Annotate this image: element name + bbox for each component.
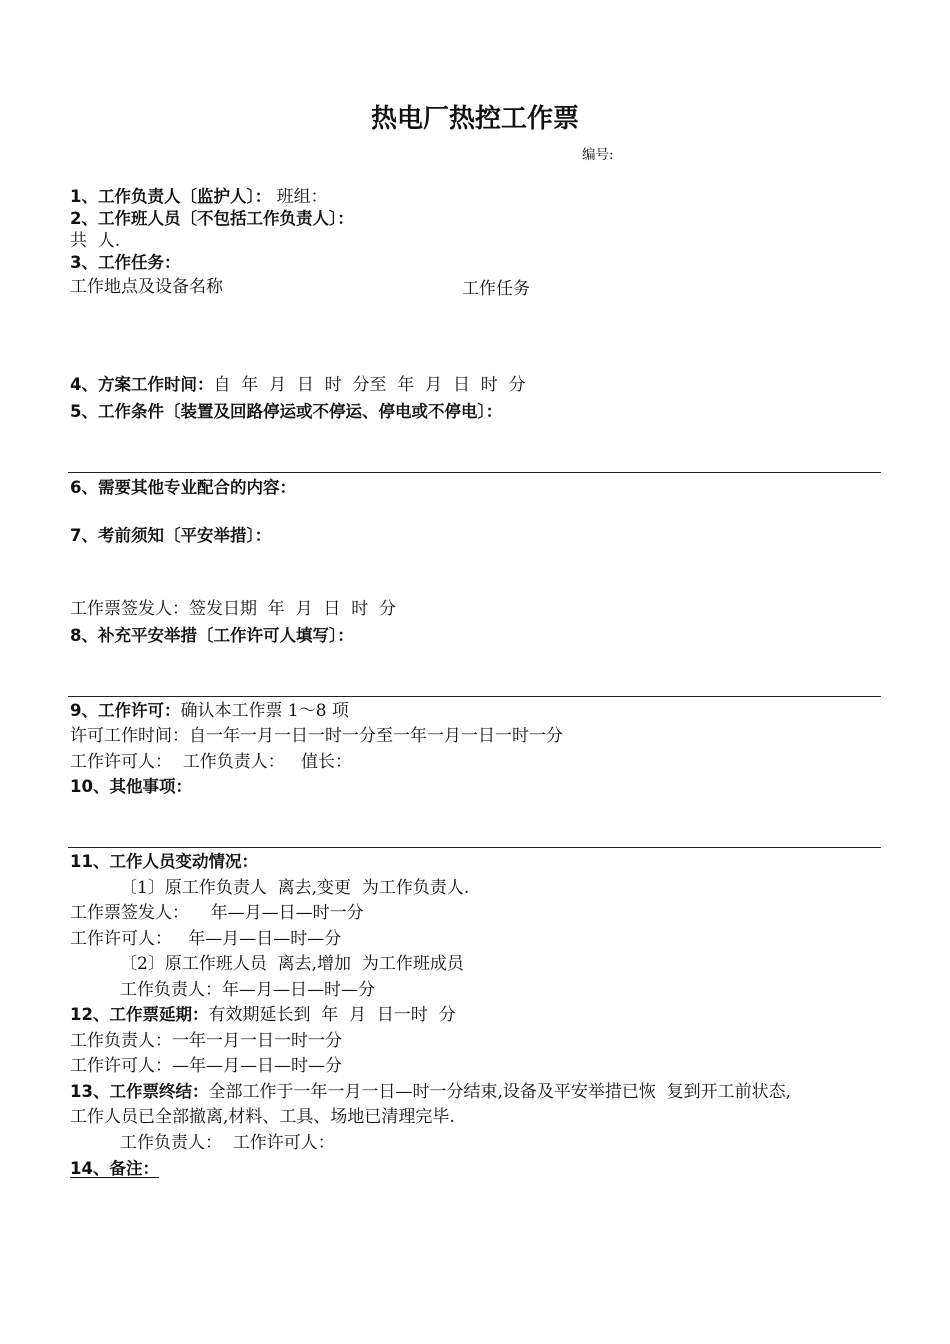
item-9 [70, 700, 349, 722]
item-13 [70, 1081, 791, 1103]
item-4-heading: 4、方案工作时间： [70, 375, 214, 394]
item-3-column-task: 工作任务 [462, 279, 530, 299]
item-4-text: 自 年 月 日 时 分至 年 月 日 时 分 [213, 375, 526, 395]
item-8-heading: 8、补充平安举措〔工作许可人填写〕： [70, 626, 354, 645]
item-13-line-1: 工作人员已全部撤离,材料、工具、场地已清理完毕. [70, 1107, 455, 1127]
item-12 [70, 1004, 456, 1026]
item-14-heading: 14、备注： [70, 1159, 159, 1178]
item-12-line-1: 工作负责人：一年一月一日一时一分 [70, 1031, 342, 1051]
ticket-number-label: 编号: [582, 147, 614, 163]
item-12-line-2: 工作许可人：—年—月—日—时—分 [70, 1056, 342, 1076]
item-3-heading: 3、工作任务： [70, 253, 181, 272]
item-4 [70, 374, 526, 396]
item-9-heading: 9、工作许可： [70, 701, 181, 720]
item-2-text: 共 人. [70, 231, 121, 251]
item-9-time: 许可工作时间：自一年一月一日一时一分至一年一月一日一时一分 [70, 726, 563, 746]
item-1 [70, 186, 328, 208]
item-13-heading: 13、工作票终结： [70, 1082, 209, 1101]
item-1-heading: 1、工作负责人〔监护人〕： [70, 187, 272, 206]
item-11-line-4: 〔2〕原工作班人员 离去,增加 为工作班成员 [120, 954, 464, 974]
item-3-column-location: 工作地点及设备名称 [70, 277, 223, 297]
item-2-heading: 2、工作班人员〔不包括工作负责人〕： [70, 209, 354, 228]
document-title: 热电厂热控工作票 [370, 104, 579, 134]
item-1-text: 班组： [271, 187, 328, 207]
item-6-heading: 6、需要其他专业配合的内容： [70, 478, 296, 497]
item-7-heading: 7、考前须知〔平安举措〕： [70, 526, 272, 545]
item-13-line-2: 工作负责人： 工作许可人： [120, 1133, 335, 1153]
divider [68, 696, 881, 697]
item-9-text: 确认本工作票 1〜8 项 [180, 701, 349, 721]
item-11-line-5: 工作负责人：年—月—日—时—分 [120, 980, 375, 1000]
divider [68, 847, 881, 848]
item-11-line-3: 工作许可人： 年—月—日—时—分 [70, 929, 342, 949]
item-11-line-1: 〔1〕原工作负责人 离去,变更 为工作负责人. [120, 878, 470, 898]
item-11-line-2: 工作票签发人： 年—月—日—时一分 [70, 903, 364, 923]
item-12-text: 有效期延长到 年 月 日一时 分 [208, 1005, 456, 1025]
item-11-heading: 11、工作人员变动情况： [70, 852, 258, 871]
item-10-heading: 10、其他事项： [70, 777, 192, 796]
item-7-sign: 工作票签发人：签发日期 年 月 日 时 分 [70, 599, 397, 619]
divider [68, 472, 881, 473]
item-13-text: 全部工作于一年一月一日—时一分结束,设备及平安举措已恢 复到开工前状态, [208, 1082, 792, 1102]
item-5-heading: 5、工作条件〔装置及回路停运或不停运、停电或不停电〕： [70, 402, 503, 421]
item-9-persons: 工作许可人： 工作负责人： 值长： [70, 752, 353, 772]
item-12-heading: 12、工作票延期： [70, 1005, 209, 1024]
